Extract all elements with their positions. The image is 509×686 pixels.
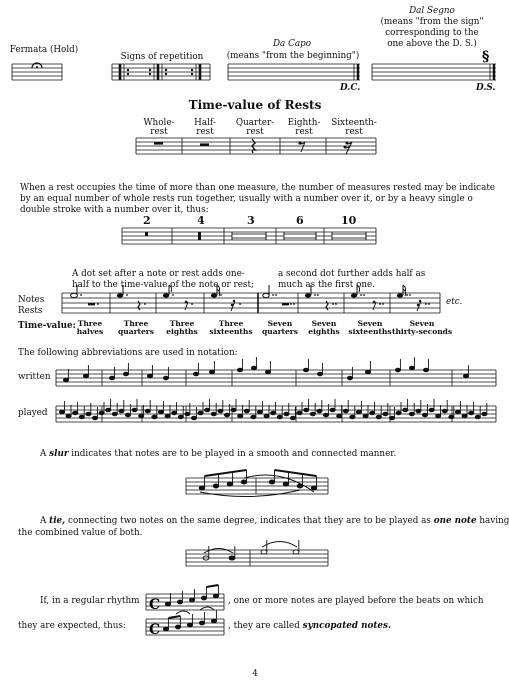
time-value-item: eighths [308,327,340,336]
time-value-item: Three [123,319,149,328]
note-head [290,416,295,420]
measure-count: 3 [247,214,255,227]
time-value-item: thirty-seconds [392,327,453,336]
syncopation-text: , they are called syncopated notes. [228,621,392,631]
note-head [112,412,117,416]
eighth-rest-icon [298,141,305,152]
page-number: 4 [252,669,258,679]
time-value-item: Seven [311,319,337,328]
time-value-item: quarters [118,327,154,336]
note-head [99,411,104,415]
time-value-item: Three [77,319,103,328]
syncopation-staves [0,584,509,644]
multi-rest-bar-icon [284,232,316,240]
note-head [370,411,375,415]
note-head [449,415,454,419]
written-label: written [18,372,51,382]
slur-curve-icon [200,490,300,497]
note-head [304,408,309,412]
rests-label: Rests [18,306,43,316]
tie-text-line2: the combined value of both. [18,528,143,538]
slur-staff [0,468,509,502]
dotted-text-left: half to the time-value of the note or rest; [72,280,254,290]
note-head [205,408,210,412]
note-head [310,412,315,416]
measure-count: 10 [341,214,357,227]
slur-text: A slur indicates that notes are to be played in a smooth and connected manner. [40,449,397,459]
note-head [317,409,322,413]
dc-mark: D.C. [340,83,361,93]
note-head [363,414,368,418]
da-capo-label: Da Capo [273,39,311,49]
dotted-text-left: A dot set after a note or rest adds one- [72,269,245,279]
da-capo-staff [228,64,360,80]
note-head [83,374,88,378]
note-head [463,374,468,378]
note-head [119,409,124,413]
measure-rest-text: by an equal number of whole rests run together, usually with a number over it, or by a heavy single o [20,194,473,204]
note-head [389,416,394,420]
rest-label: Eighth- [287,118,321,128]
time-value-item: sixteenths [348,327,392,336]
note-head [429,408,434,412]
note-head [284,412,289,416]
note-head [165,414,170,418]
note-head [396,411,401,415]
note-head [416,409,421,413]
note-head [264,414,269,418]
note-head [132,408,137,412]
notes-label: Notes [18,295,45,305]
note-head [59,410,64,414]
note-head [347,376,352,380]
tie-staff [0,540,509,574]
note-head [106,408,111,412]
multi-rest-bar-icon [232,232,266,240]
multi-rest-bar-icon [332,232,366,240]
dal-segno-note-line: corresponding to the [385,28,479,38]
note-head [365,370,370,374]
rest-label: rest [246,127,264,137]
dal-segno-note-line: (means "from the sign" [380,17,484,27]
note-head [152,415,157,419]
note-head [191,416,196,420]
rest-label: Whole- [143,118,175,128]
dal-segno-note-line: one above the D. S.) [387,39,477,49]
time-value-item: Seven [267,319,293,328]
note-head [63,378,68,382]
note-head [66,414,71,418]
tie-curve-icon [176,611,190,614]
note-head [163,376,168,380]
note-head [86,412,91,416]
note-head [211,412,216,416]
note-head [330,408,335,412]
note-head [237,368,242,372]
rests-title: Time-value of Rests [188,98,322,112]
rest-label: rest [295,127,313,137]
note-head [73,411,78,415]
note-head [277,415,282,419]
note-head [403,408,408,412]
note-head [185,412,190,416]
note-head [251,366,256,370]
tie-curve-icon [200,607,214,610]
note-head [178,415,183,419]
note-head [436,414,441,418]
note-head [265,370,270,374]
note-head [257,410,262,414]
repetition-staff [112,64,210,80]
note-head [139,414,144,418]
syncopation-text: If, in a regular rhythm [40,596,140,606]
note-head [423,368,428,372]
multi-measure-rest-staff [0,226,509,256]
time-value-item: sixteenths [209,327,253,336]
syncopation-text: they are expected, thus: [18,621,126,631]
note-head [475,415,480,419]
note-head [92,416,97,420]
time-value-item: eighths [166,327,198,336]
note-head [145,409,150,413]
fermata-label: Fermata (Hold) [9,45,79,55]
note-head [271,411,276,415]
note-head [238,414,243,418]
note-head [323,413,328,417]
rest-label: Quarter- [235,118,275,128]
note-head [158,410,163,414]
measure-count: 4 [197,214,205,227]
half-rest-icon [200,143,209,146]
note-head [422,413,427,417]
note-head [231,408,236,412]
note-head [244,409,249,413]
time-value-label: Time-value: [18,321,76,331]
whole-rest-icon [154,142,163,145]
note-head [409,412,414,416]
note-head [172,411,177,415]
note-head [462,414,467,418]
note-head [147,374,152,378]
time-value-item: Seven [409,319,435,328]
sixteenth-rest-icon [344,142,353,155]
note-head [303,368,308,372]
dal-segno-staff [372,64,496,80]
note-head [395,368,400,372]
repetition-label: Signs of repetition [120,52,204,62]
note-head [482,412,487,416]
time-value-item: halves [76,327,104,336]
abbreviation-staves [0,358,509,438]
rest-label: Half- [194,118,216,128]
tie-text: A tie, connecting two notes on the same degree, indicates that they are to be played as one note having [40,516,509,526]
played-label: played [18,408,48,418]
segno-icon: § [482,49,490,65]
ds-mark: D.S. [476,83,496,93]
note-head [198,411,203,415]
note-head [79,415,84,419]
note-head [343,409,348,413]
note-head [251,415,256,419]
played-notes [59,399,487,420]
note-head [109,376,114,380]
note-head [376,415,381,419]
measure-count: 2 [143,214,151,227]
dotted-text-right: a second dot further adds half as [278,269,426,279]
note-head [218,409,223,413]
note-head [209,370,214,374]
signs-staves [0,0,509,110]
dal-segno-label: Dal Segno [409,6,455,16]
da-capo-note: (means "from the beginning") [226,51,360,61]
note-head [350,415,355,419]
note-head [123,372,128,376]
dotted-text-right: much as the first one. [278,280,376,290]
rest-label: rest [150,127,168,137]
measure-rest-text: When a rest occupies the time of more than one measure, the number of measures rested may be indicate [20,183,496,193]
note-head [356,410,361,414]
time-value-item: quarters [262,327,298,336]
rest-label: rest [345,127,363,137]
note-head [337,414,342,418]
common-time-icon: C [149,622,161,638]
note-head [224,413,229,417]
syncopation-text: , one or more notes are played before the beats on which [228,596,484,606]
time-value-item: Three [169,319,195,328]
etc-label: etc. [446,297,463,307]
common-time-icon: C [149,597,161,613]
measure-count: 6 [296,214,304,227]
note-head [442,409,447,413]
slurred-notes [199,470,317,490]
abbreviations-intro: The following abbreviations are used in notation: [18,348,238,358]
time-value-item: Seven [357,319,383,328]
rest-label: rest [196,127,214,137]
rests-staff [0,136,509,166]
time-value-item: Three [218,319,244,328]
note-head [193,372,198,376]
note-head [409,366,414,370]
note-head [383,412,388,416]
note-head [297,411,302,415]
note-head [125,413,130,417]
note-head [455,410,460,414]
tie-curve-icon [262,542,297,548]
note-head [469,411,474,415]
note-head [317,372,322,376]
rest-label: Sixteenth- [331,118,377,128]
measure-rest-text: double stroke with a number over it, thus: [20,205,209,215]
